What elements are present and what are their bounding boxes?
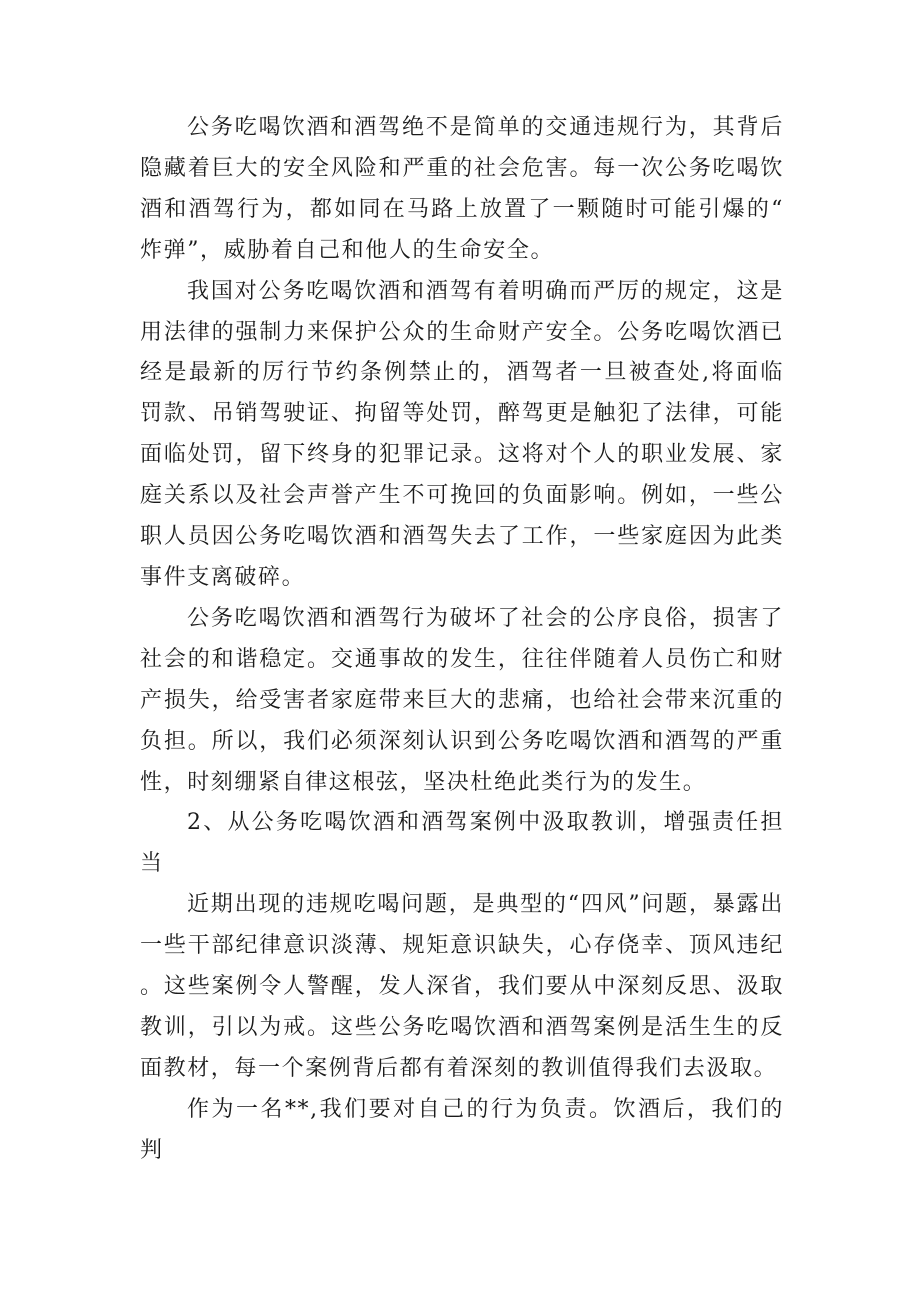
paragraph-recent-cases: 近期出现的违规吃喝问题，是典型的“四风”问题，暴露出一些干部纪律意识淡薄、规矩意识缺失，心存侥幸、顶风违纪。这些案例令人警醒，发人深省，我们要从中深刻反思、汲取教训，引以为戒。这些公务吃喝饮酒和酒驾案例是活生生的反面教材，每一个案例背后都有着深刻的教训值得我们去汲取。 [140,892,784,1081]
section-heading-lessons: 2、从公务吃喝饮酒和酒驾案例中汲取教训，增强责任担当 [140,810,784,877]
document-body [140,108,784,1172]
paragraph-drunk-driving-danger: 公务吃喝饮酒和酒驾绝不是简单的交通违规行为，其背后隐藏着巨大的安全风险和严重的社会危害。每一次公务吃喝饮酒和酒驾行为，都如同在马路上放置了一颗随时可能引爆的“炸弹”，威胁着自己和他人的生命安全。 [140,115,784,263]
paragraph-social-harm: 公务吃喝饮酒和酒驾行为破坏了社会的公序良俗，损害了社会的和谐稳定。交通事故的发生，往往伴随着人员伤亡和财产损失，给受害者家庭带来巨大的悲痛，也给社会带来沉重的负担。所以，我们必须深刻认识到公务吃喝饮酒和酒驾的严重性，时刻绷紧自律这根弦，坚决杜绝此类行为的发生。 [140,605,784,795]
paragraph-legal-provisions: 我国对公务吃喝饮酒和酒驾有着明确而严厉的规定，这是用法律的强制力来保护公众的生命财产安全。公务吃喝饮酒已经是最新的厉行节约条例禁止的，酒驾者一旦被查处,将面临罚款、吊销驾驶证、拘留等处罚，醉驾更是触犯了法律，可能面临处罚，留下终身的犯罪记录。这将对个人的职业发展、家庭关系以及社会声誉产生不可挽回的负面影响。例如，一些公职人员因公务吃喝饮酒和酒驾失去了工作，一些家庭因为此类事件支离破碎。 [140,278,784,590]
paragraph-responsibility: 作为一名**,我们要对自己的行为负责。饮酒后，我们的判 [140,1096,784,1163]
